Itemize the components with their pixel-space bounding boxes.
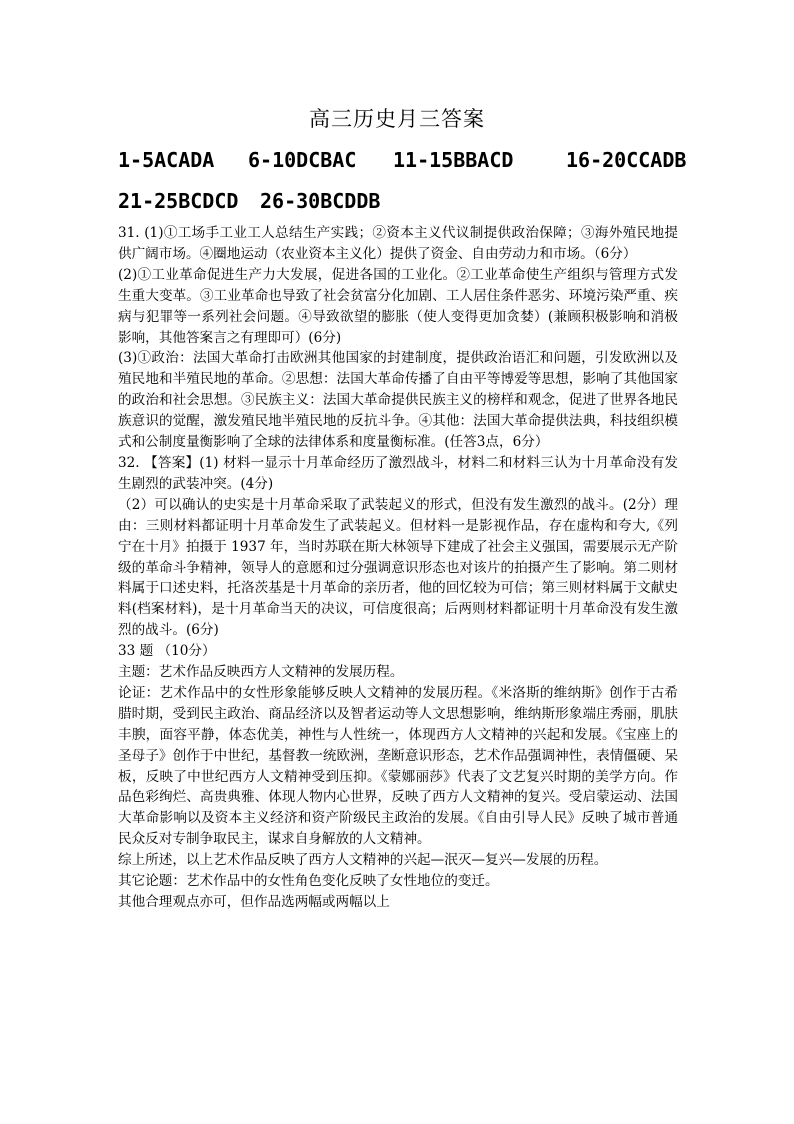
q33-heading: 33 题 （10分）: [118, 643, 216, 660]
q32-part1-answer: 32. 【答案】(1) 材料一显示十月革命经历了激烈战斗，材料二和材料三认为十月革命没有发生剧烈的武装冲突。(4分): [118, 454, 678, 492]
q33-theme: 主题：艺术作品反映西方人文精神的发展历程。: [118, 664, 404, 681]
q33-alt-topic: 其它论题：艺术作品中的女性角色变化反映了女性地位的变迁。: [118, 873, 499, 890]
q31-part1-answer: 31. (1)①工场手工业工人总结生产实践；②资本主义代议制提供政治保障；③海外殖民地提供广阔市场。④圈地运动（农业资本主义化）提供了资金、自由劳动力和市场。（6分）: [118, 225, 678, 262]
mc-answer-group: 16-20CCADB: [566, 148, 687, 172]
q32-part2-answer: （2）可以确认的史实是十月革命采取了武装起义的形式，但没有发生激烈的战斗。(2分）理由：三则材料都证明十月革命发生了武装起义。但材料一是影视作品，存在虚构和夸大,《列宁在十月》拍摄于 1937 年，当时苏联在斯大林领导下建成了社会主义强国，需要展示无产阶级的革命斗争精神，领导人的意愿和过分强调意识形态也对该片的拍摄产生了影响。第二则材料属于口述史料，托洛茨基是十月革命的亲历者，他的回忆较为可信；第三则材料属于文献史料(档案材料)，是十月革命当天的决议，可信度很高；后两则材料都证明十月革命没有发生激烈的战斗。(6分): [118, 496, 678, 639]
q33-argument: 论证：艺术作品中的女性形象能够反映人文精神的发展历程。《米洛斯的维纳斯》创作于古希腊时期，受到民主政治、商品经济以及智者运动等人文思想影响，维纳斯形象端庄秀丽，肌肤丰腴，面容平静，体态优美，神性与人性统一，体现西方人文精神的兴起和发展。《宝座上的圣母子》创作于中世纪，基督教一统欧洲，垄断意识形态，艺术作品强调神性，表情僵硬、呆板，反映了中世纪西方人文精神受到压抑。《蒙娜丽莎》代表了文艺复兴时期的美学方向。作品色彩绚烂、高贵典雅、体现人物内心世界，反映了西方人文精神的复兴。受启蒙运动、法国大革命影响以及资本主义经济和资产阶级民主政治的发展。《自由引导人民》反映了城市普通民众反对专制争取民主，谋求自身解放的人文精神。: [118, 684, 678, 848]
mc-answers-row-1: [118, 145, 687, 175]
mc-answers-row-2: [118, 186, 678, 216]
mc-answer-group: 11-15BBACD: [393, 148, 514, 172]
page-title: 高三历史月三答案: [309, 107, 485, 131]
mc-answer-group: 1-5ACADA: [118, 148, 215, 172]
mc-answer-group: 21-25BCDCD: [118, 189, 239, 213]
mc-answer-group: 26-30BCDDB: [260, 189, 381, 213]
mc-answer-group: 6-10DCBAC: [248, 148, 357, 172]
q31-part2-answer: (2)①工业革命促进生产力大发展，促进各国的工业化。②工业革命使生产组织与管理方式发生重大变革。③工业革命也导致了社会贫富分化加剧、工人居住条件恶劣、环境污染严重、疾病与犯罪等一系列社会问题。④导致欲望的膨胀（使人变得更加贪婪）(兼顾积极影响和消极影响，其他答案言之有理即可）(6分): [118, 266, 678, 346]
q33-conclusion: 综上所述，以上艺术作品反映了西方人文精神的兴起—泯灭—复兴—发展的历程。: [118, 852, 608, 869]
answer-body: [118, 223, 678, 913]
q31-part3-answer: (3)①政治：法国大革命打击欧洲其他国家的封建制度，提供政治语汇和问题，引发欧洲以及殖民地和半殖民地的革命。②思想：法国大革命传播了自由平等博爱等思想，影响了其他国家的政治和社会思想。③民族主义：法国大革命提供民族主义的榜样和观念，促进了世界各地民族意识的觉醒，激发殖民地半殖民地的反抗斗争。④其他：法国大革命提供法典，科技组织模式和公制度量衡影响了全球的法律体系和度量衡标准。(任答3点，6分）: [118, 350, 678, 451]
q33-note: 其他合理观点亦可，但作品选两幅或两幅以上: [118, 894, 390, 910]
